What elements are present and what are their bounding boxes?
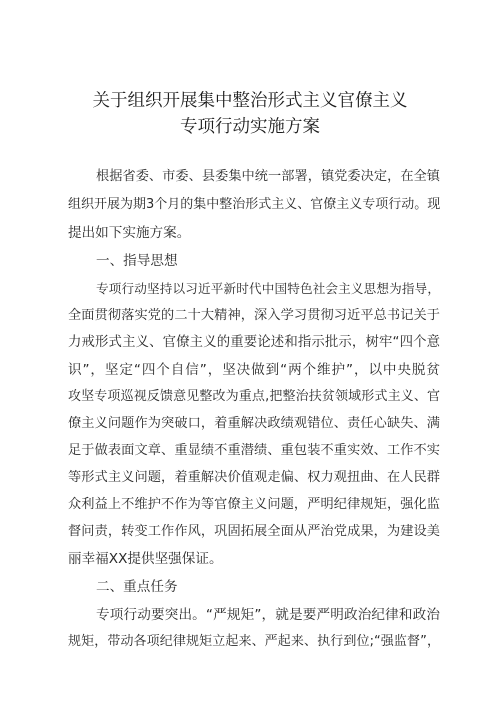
- paragraph-line: 丽幸福XX提供坚强保证。: [68, 551, 223, 567]
- paragraph-line: 提出如下实施方案。: [68, 225, 191, 241]
- paragraph-line: 专项行动坚持以习近平新时代中国特色社会主义思想为指导，: [96, 281, 440, 296]
- paragraph-line: 攻坚专项巡视反馈意见整改为重点,把整治扶贫领域形式主义、官: [68, 389, 440, 404]
- paragraph-line: 等形式主义问题，着重解决价值观走偏、权力观扭曲、在人民群: [68, 470, 440, 485]
- paragraph-line: 组织开展为期3个月的集中整治形式主义、官僚主义专项行动。现: [68, 197, 441, 212]
- paragraph-line: 众利益上不维护不作为等官僚主义问题，严明纪律规矩，强化监: [68, 497, 440, 512]
- paragraph-line: 足于做表面文章、重显绩不重潜绩、重包装不重实效、工作不实: [68, 443, 440, 458]
- section-heading-2: 二、重点任务: [96, 579, 178, 595]
- document-title-line-2: 专项行动实施方案: [180, 117, 320, 137]
- document-title-line-1: 关于组织开展集中整治形式主义官僚主义: [92, 91, 408, 111]
- paragraph-line: 专项行动要突出。“严规矩”，就是要严明政治纪律和政治: [96, 607, 440, 623]
- paragraph-line: 全面贯彻落实党的二十大精神，深入学习贯彻习近平总书记关于: [68, 308, 440, 323]
- paragraph-line: 规矩，带动各项纪律规矩立起来、严起来、执行到位;“强监督”，: [68, 634, 440, 649]
- paragraph-line: 力戒形式主义、官僚主义的重要论述和指示批示，树牢“四个意: [68, 335, 440, 350]
- paragraph-line: 僚主义问题作为突破口，着重解决政绩观错位、责任心缺失、满: [68, 416, 440, 431]
- section-heading-1: 一、指导思想: [96, 253, 178, 269]
- paragraph-line: 识”，坚定“四个自信”，坚决做到“两个维护”，以中央脱贫: [68, 362, 440, 378]
- paragraph-line: 根据省委、市委、县委集中统一部署，镇党委决定，在全镇: [96, 169, 440, 184]
- paragraph-line: 督问责，转变工作作风，巩固拓展全面从严治党成果，为建设美: [68, 524, 440, 539]
